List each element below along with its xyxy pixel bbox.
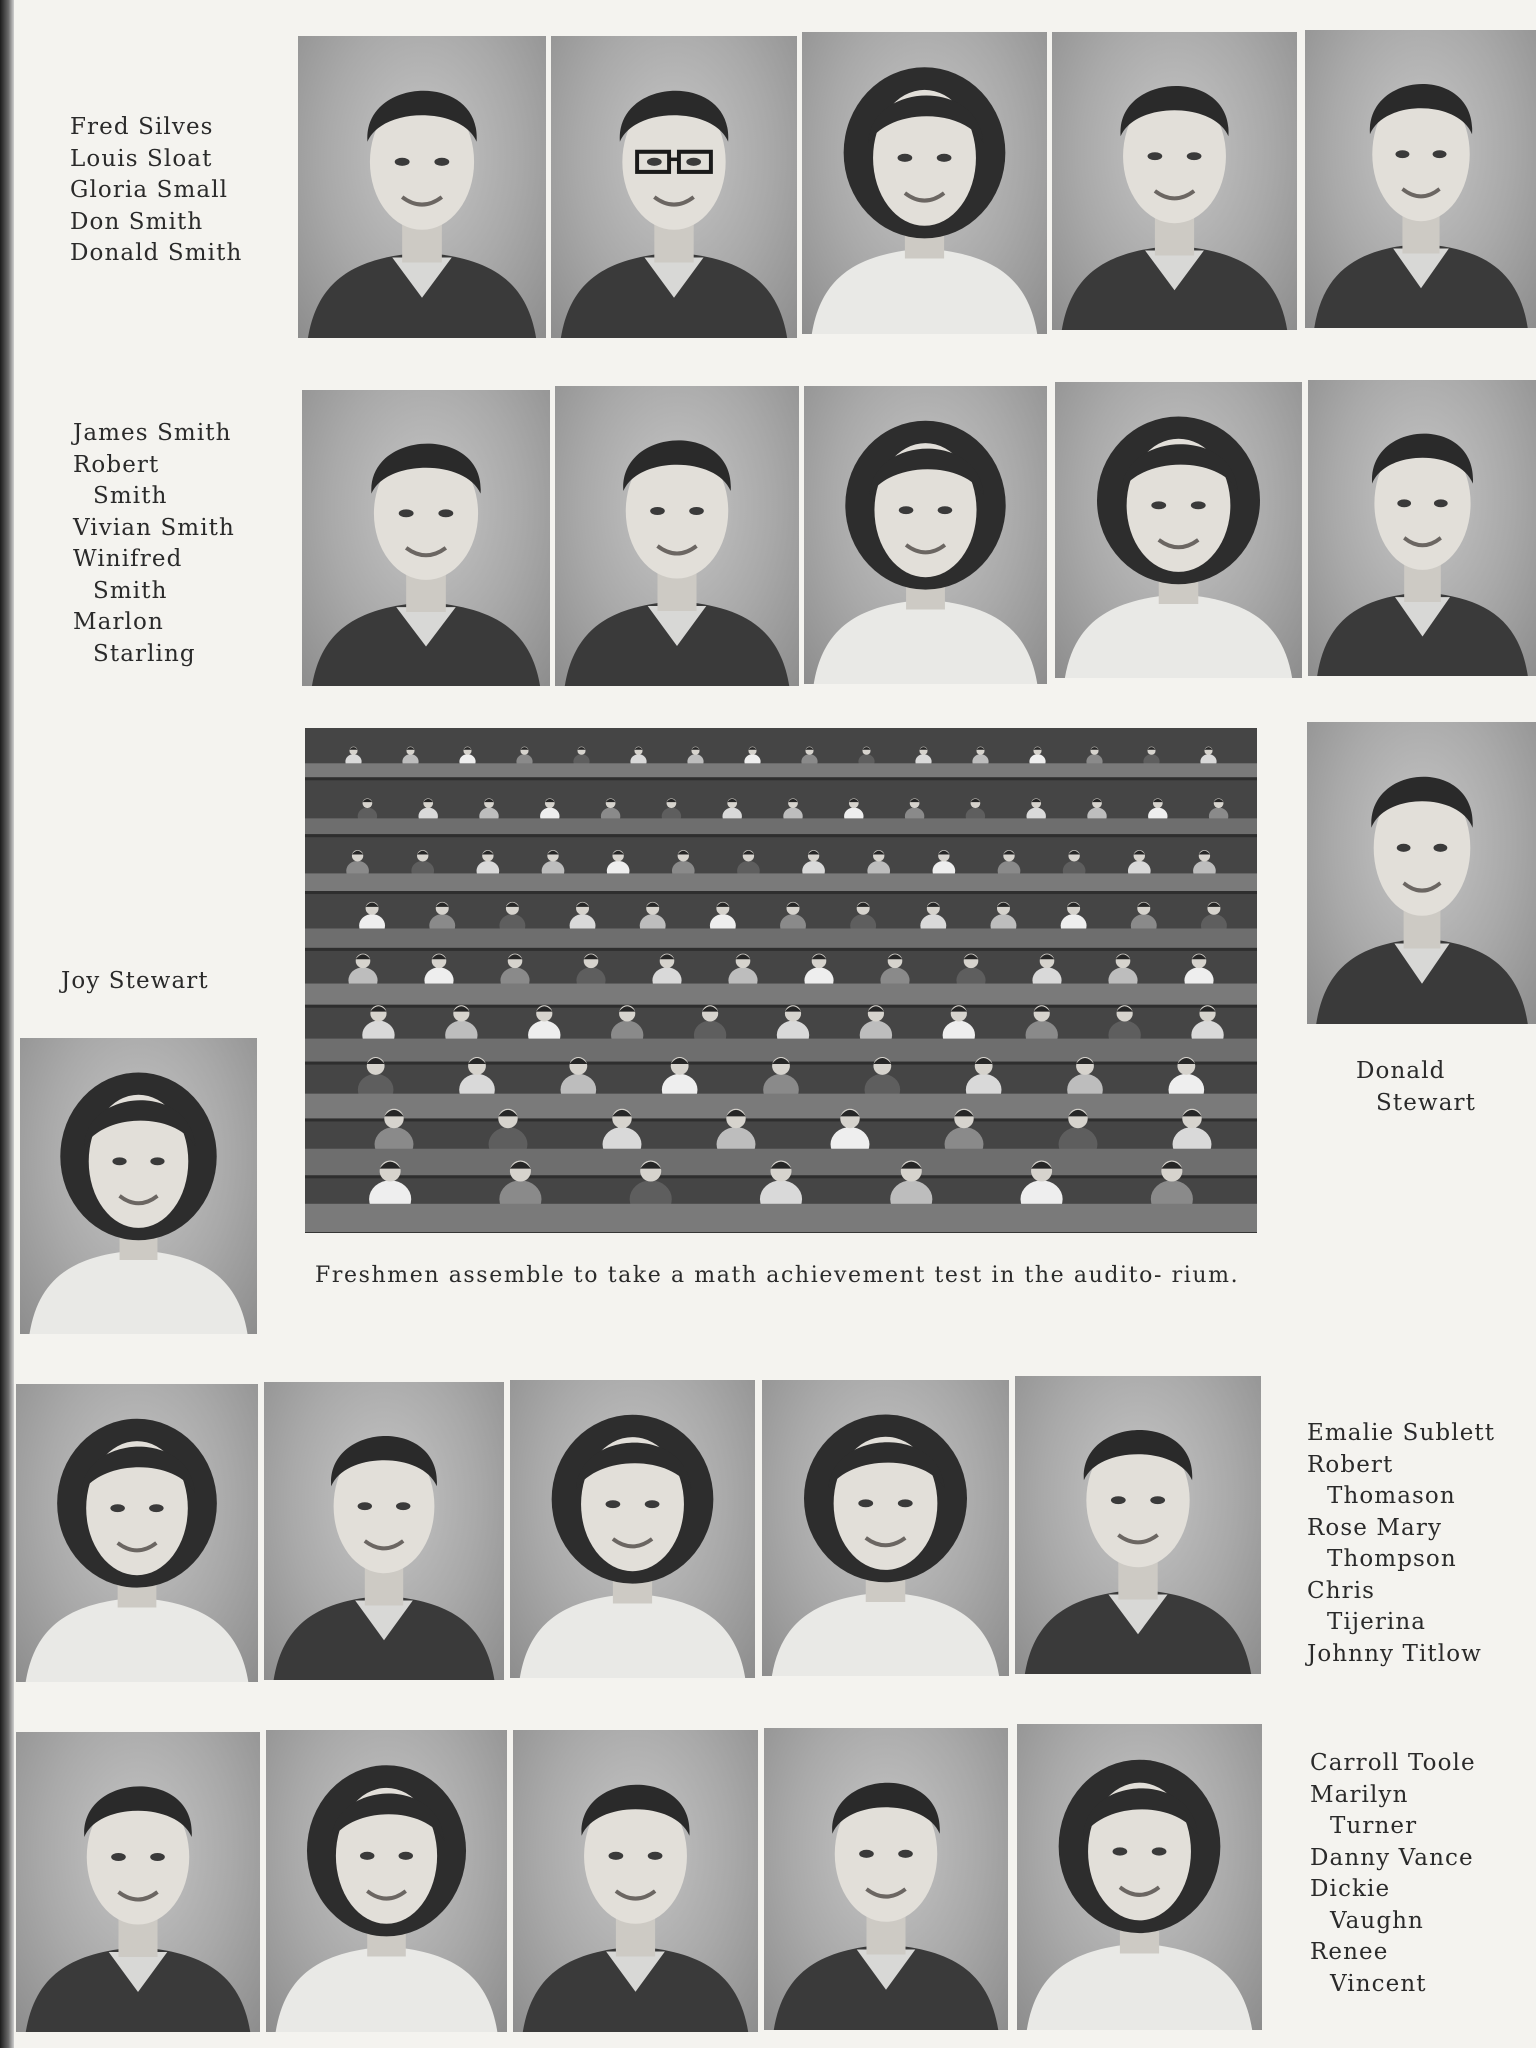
name-label: Louis Sloat — [70, 145, 213, 172]
portrait-photo — [1017, 1724, 1262, 2030]
portrait-photo — [16, 1732, 260, 2032]
name-label-continued: Vincent — [1330, 1970, 1427, 1997]
portrait-photo — [551, 36, 797, 338]
portrait-photo — [20, 1038, 257, 1334]
name-label-continued: Smith — [93, 577, 168, 604]
name-label-continued: Vaughn — [1330, 1907, 1424, 1934]
name-label: Chris — [1307, 1577, 1376, 1604]
row1-names — [70, 112, 242, 270]
donald-stewart-names — [1356, 1056, 1476, 1119]
name-label: Robert — [73, 451, 160, 478]
name-label: Vivian Smith — [73, 514, 235, 541]
row2-names — [73, 418, 235, 670]
portrait-photo — [1055, 382, 1302, 678]
name-label-continued: Smith — [93, 483, 168, 509]
name-label: Marilyn — [1310, 1781, 1409, 1808]
portrait-photo — [513, 1730, 758, 2032]
name-label-joy-stewart: Joy Stewart — [61, 968, 209, 994]
portrait-photo — [510, 1380, 755, 1678]
name-label: Renee — [1310, 1939, 1389, 1965]
name-label: Don Smith — [70, 208, 204, 235]
portrait-photo — [802, 32, 1047, 334]
name-label: Donald — [1356, 1058, 1446, 1084]
name-label-continued: Thomason — [1327, 1483, 1456, 1509]
portrait-photo — [1307, 722, 1536, 1024]
name-label: Danny Vance — [1310, 1844, 1474, 1871]
name-label: Carroll Toole — [1310, 1750, 1476, 1776]
name-label-continued: Tijerina — [1327, 1609, 1427, 1635]
row3-names — [1307, 1418, 1495, 1670]
portrait-photo — [264, 1382, 504, 1680]
portrait-photo — [16, 1384, 258, 1682]
name-label: Emalie Sublett — [1307, 1420, 1496, 1446]
portrait-photo — [1015, 1376, 1261, 1674]
portrait-photo — [298, 36, 546, 338]
name-label: Rose Mary — [1307, 1514, 1443, 1541]
portrait-photo — [1308, 380, 1536, 676]
portrait-photo — [764, 1728, 1008, 2030]
name-label-continued: Stewart — [1376, 1089, 1476, 1116]
name-label-continued: Thompson — [1327, 1546, 1457, 1572]
name-label: Robert — [1307, 1451, 1394, 1478]
name-label: Fred Silves — [70, 114, 214, 140]
name-label: Johnny Titlow — [1307, 1640, 1482, 1667]
portrait-photo — [302, 390, 550, 686]
auditorium-group-photo — [305, 728, 1257, 1233]
portrait-photo — [555, 386, 799, 686]
name-label-continued: Starling — [93, 640, 196, 667]
name-label: Donald Smith — [70, 240, 243, 266]
name-label: Marlon — [73, 609, 164, 635]
portrait-photo — [804, 386, 1047, 684]
name-label: James Smith — [73, 420, 232, 446]
portrait-photo — [1305, 30, 1536, 328]
portrait-photo — [266, 1730, 507, 2032]
name-label: Winifred — [73, 546, 183, 572]
name-label-continued: Turner — [1330, 1813, 1418, 1839]
name-label: Dickie — [1310, 1876, 1391, 1902]
portrait-photo — [762, 1380, 1009, 1676]
portrait-photo — [1052, 32, 1297, 330]
photo-caption: Freshmen assemble to take a math achievement test in the audito- rium. — [315, 1263, 1240, 1288]
name-label: Gloria Small — [70, 177, 229, 203]
row4-names — [1310, 1748, 1476, 2000]
page-edge-shadow — [0, 0, 14, 2048]
